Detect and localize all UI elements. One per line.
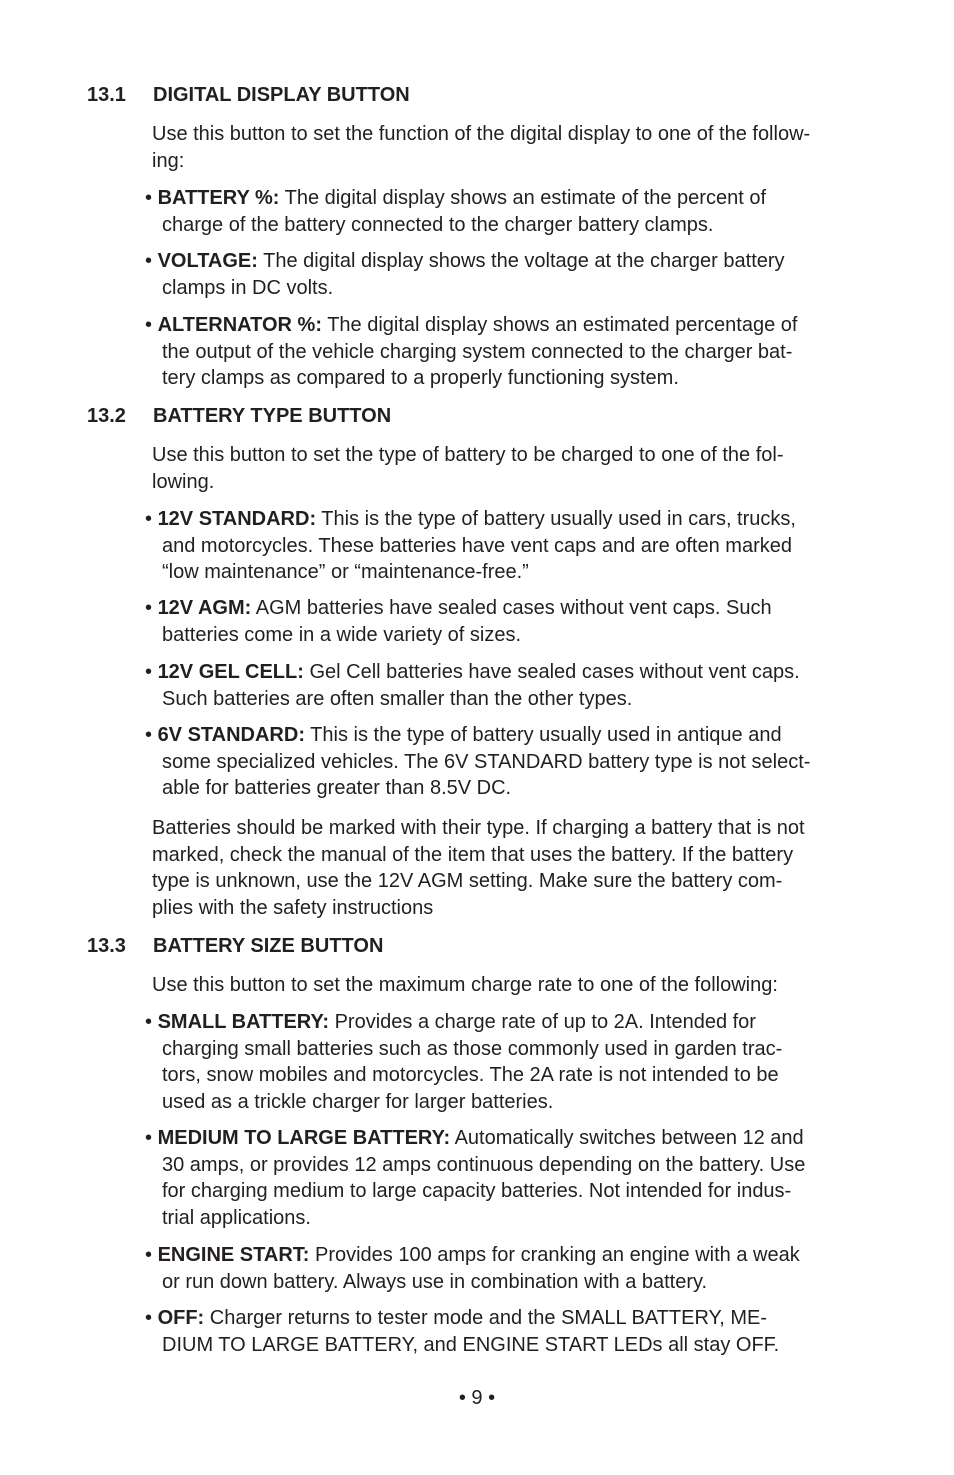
- section-number: 13.1: [87, 84, 126, 106]
- section-title: BATTERY SIZE BUTTON: [153, 935, 384, 957]
- section-number: 13.2: [87, 405, 126, 427]
- text-line: type is unknown, use the 12V AGM setting. Make sure the battery com-: [152, 870, 783, 892]
- section-heading-13-1: [87, 82, 410, 108]
- bullet-item-12v-standard: [145, 506, 872, 586]
- text-line: tery clamps as compared to a properly functioning system.: [162, 367, 679, 389]
- bullet-marker: •: [145, 250, 158, 272]
- section-title: BATTERY TYPE BUTTON: [153, 405, 392, 427]
- section-intro: [152, 121, 872, 174]
- section-heading-13-3: [87, 933, 383, 959]
- bullet-text: The digital display shows the voltage at the charger battery: [257, 250, 785, 272]
- bullet-item-small-battery: [145, 1009, 872, 1115]
- bullet-marker: •: [145, 1127, 158, 1149]
- text-line: Such batteries are often smaller than the other types.: [162, 687, 633, 710]
- bullet-item-12v-agm: [145, 595, 872, 648]
- text-line: Use this button to set the function of the digital display to one of the follow-: [152, 123, 811, 145]
- text-line: 30 amps, or provides 12 amps continuous depending on the battery. Use: [162, 1153, 806, 1176]
- bullet-marker: •: [145, 314, 158, 336]
- bullet-term: 12V AGM:: [157, 597, 252, 619]
- bullet-marker: •: [145, 1011, 158, 1033]
- text-line: trial applications.: [162, 1206, 311, 1229]
- bullet-marker: •: [145, 597, 158, 619]
- bullet-term: SMALL BATTERY:: [157, 1011, 330, 1033]
- bullet-term: 6V STANDARD:: [157, 724, 305, 746]
- text-line: used as a trickle charger for larger batteries.: [162, 1090, 554, 1113]
- page-number: • 9 •: [458, 1387, 496, 1409]
- bullet-item-battery-percent: [145, 185, 872, 238]
- text-line: and motorcycles. These batteries have vent caps and are often marked: [162, 534, 792, 557]
- text-line: DIUM TO LARGE BATTERY, and ENGINE START LEDs all stay OFF.: [162, 1333, 780, 1356]
- section-title: DIGITAL DISPLAY BUTTON: [153, 84, 410, 106]
- bullet-text: The digital display shows an estimated percentage of: [322, 314, 798, 336]
- bullet-item-voltage: [145, 248, 872, 301]
- bullet-item-6v-standard: [145, 722, 872, 802]
- section-number: 13.3: [87, 935, 126, 957]
- bullet-term: BATTERY %:: [157, 187, 280, 209]
- bullet-item-alternator-percent: [145, 312, 872, 392]
- bullet-item-medium-to-large-battery: [145, 1125, 872, 1231]
- bullet-term: VOLTAGE:: [157, 250, 258, 272]
- bullet-item-12v-gel-cell: [145, 659, 872, 712]
- text-line: charge of the battery connected to the charger battery clamps.: [162, 213, 714, 236]
- section-heading-13-2: [87, 403, 391, 429]
- text-line: for charging medium to large capacity batteries. Not intended for indus-: [162, 1180, 792, 1202]
- text-line: “low maintenance” or “maintenance-free.”: [162, 561, 529, 583]
- bullet-marker: •: [145, 1307, 158, 1329]
- bullet-text: Provides 100 amps for cranking an engine with a weak: [309, 1244, 800, 1266]
- bullet-item-engine-start: [145, 1242, 872, 1295]
- bullet-marker: •: [145, 508, 158, 530]
- text-line: charging small batteries such as those commonly used in garden trac-: [162, 1037, 783, 1060]
- bullet-text: Gel Cell batteries have sealed cases without vent caps.: [303, 661, 800, 683]
- text-line: able for batteries greater than 8.5V DC.: [162, 777, 512, 799]
- bullet-text: This is the type of battery usually used in antique and: [304, 724, 782, 746]
- text-line: the output of the vehicle charging system connected to the charger bat-: [162, 340, 793, 363]
- text-line: Batteries should be marked with their type. If charging a battery that is not: [152, 817, 805, 839]
- bullet-marker: •: [145, 1244, 158, 1266]
- text-line: marked, check the manual of the item that uses the battery. If the battery: [152, 843, 794, 866]
- text-line: Use this button to set the type of battery to be charged to one of the fol-: [152, 444, 784, 466]
- bullet-text: This is the type of battery usually used in cars, trucks,: [316, 508, 796, 530]
- section-intro: [152, 972, 872, 999]
- bullet-term: ENGINE START:: [157, 1244, 310, 1266]
- bullet-text: Automatically switches between 12 and: [450, 1127, 804, 1149]
- text-line: clamps in DC volts.: [162, 276, 334, 299]
- bullet-marker: •: [145, 187, 158, 209]
- text-line: Use this button to set the maximum charge rate to one of the following:: [152, 974, 778, 996]
- bullet-term: OFF:: [157, 1307, 205, 1329]
- section-intro: [152, 442, 872, 495]
- bullet-item-off: [145, 1305, 872, 1358]
- text-line: or run down battery. Always use in combination with a battery.: [162, 1270, 708, 1293]
- text-line: batteries come in a wide variety of sizes.: [162, 623, 522, 646]
- text-line: ing:: [152, 149, 185, 172]
- bullet-term: ALTERNATOR %:: [157, 314, 322, 336]
- bullet-marker: •: [145, 661, 158, 683]
- bullet-marker: •: [145, 724, 158, 746]
- text-line: lowing.: [152, 470, 215, 493]
- bullet-text: Provides a charge rate of up to 2A. Intended for: [329, 1011, 756, 1033]
- bullet-text: AGM batteries have sealed cases without vent caps. Such: [251, 597, 772, 619]
- bullet-text: Charger returns to tester mode and the SMALL BATTERY, ME-: [204, 1307, 768, 1329]
- text-line: some specialized vehicles. The 6V STANDARD battery type is not select-: [162, 750, 811, 773]
- text-line: plies with the safety instructions: [152, 896, 434, 919]
- bullet-term: 12V GEL CELL:: [157, 661, 304, 683]
- battery-type-note: [152, 815, 872, 921]
- bullet-term: 12V STANDARD:: [157, 508, 317, 530]
- bullet-text: The digital display shows an estimate of the percent of: [279, 187, 766, 209]
- text-line: tors, snow mobiles and motorcycles. The 2A rate is not intended to be: [162, 1064, 779, 1086]
- bullet-term: MEDIUM TO LARGE BATTERY:: [157, 1127, 451, 1149]
